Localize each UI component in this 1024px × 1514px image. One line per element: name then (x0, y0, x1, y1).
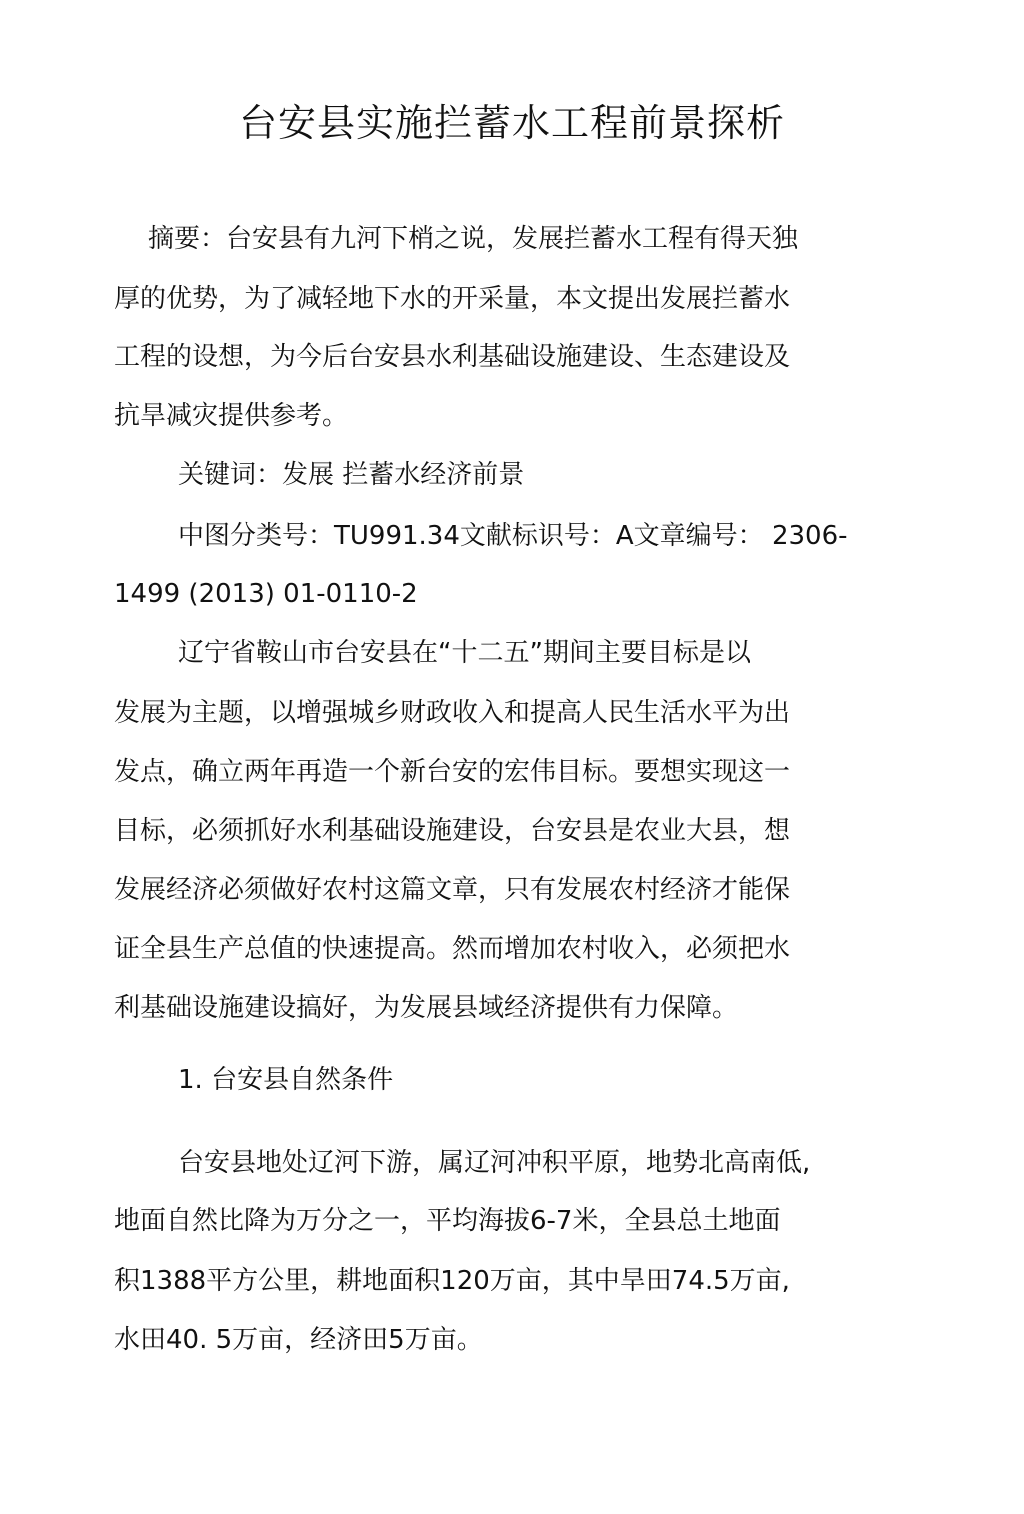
paragraph-line: 水田40. 5万亩，经济田5万亩。 (114, 1325, 483, 1355)
abstract-line: 工程的设想，为今后台安县水利基础设施建设、生态建设及 (114, 342, 791, 372)
paragraph-line: 利基础设施建设搞好，为发展县域经济提供有力保障。 (114, 993, 739, 1023)
paragraph-line: 发展经济必须做好农村这篇文章，只有发展农村经济才能保 (114, 875, 791, 905)
paragraph-line: 证全县生产总值的快速提高。然而增加农村收入，必须把水 (114, 934, 791, 964)
classification-line: 中图分类号：TU991.34文献标识号：A文章编号： 2306- (178, 521, 848, 551)
keywords-line: 关键词：发展 拦蓄水经济前景 (178, 460, 525, 490)
abstract-line: 抗旱减灾提供参考。 (114, 401, 349, 431)
section-heading: 1. 台安县自然条件 (178, 1065, 394, 1095)
paragraph-line: 发展为主题，以增强城乡财政收入和提高人民生活水平为出 (114, 698, 791, 728)
paragraph-line: 目标，必须抓好水利基础设施建设，台安县是农业大县，想 (114, 816, 791, 846)
document-title: 台安县实施拦蓄水工程前景探析 (238, 101, 785, 145)
paragraph-line: 地面自然比降为万分之一，平均海拔6-7米，全县总土地面 (114, 1206, 781, 1236)
paragraph-line: 积1388平方公里，耕地面积120万亩，其中旱田74.5万亩, (114, 1266, 790, 1296)
paragraph-line: 辽宁省鞍山市台安县在“十二五”期间主要目标是以 (178, 638, 751, 668)
abstract-line: 厚的优势，为了减轻地下水的开采量，本文提出发展拦蓄水 (114, 284, 791, 314)
paragraph-line: 发点，确立两年再造一个新台安的宏伟目标。要想实现这一 (114, 757, 791, 787)
classification-line: 1499 (2013) 01-0110-2 (114, 579, 418, 609)
abstract-line: 摘要：台安县有九河下梢之说，发展拦蓄水工程有得天独 (148, 224, 799, 254)
paragraph-line: 台安县地处辽河下游，属辽河冲积平原，地势北高南低, (178, 1148, 811, 1178)
